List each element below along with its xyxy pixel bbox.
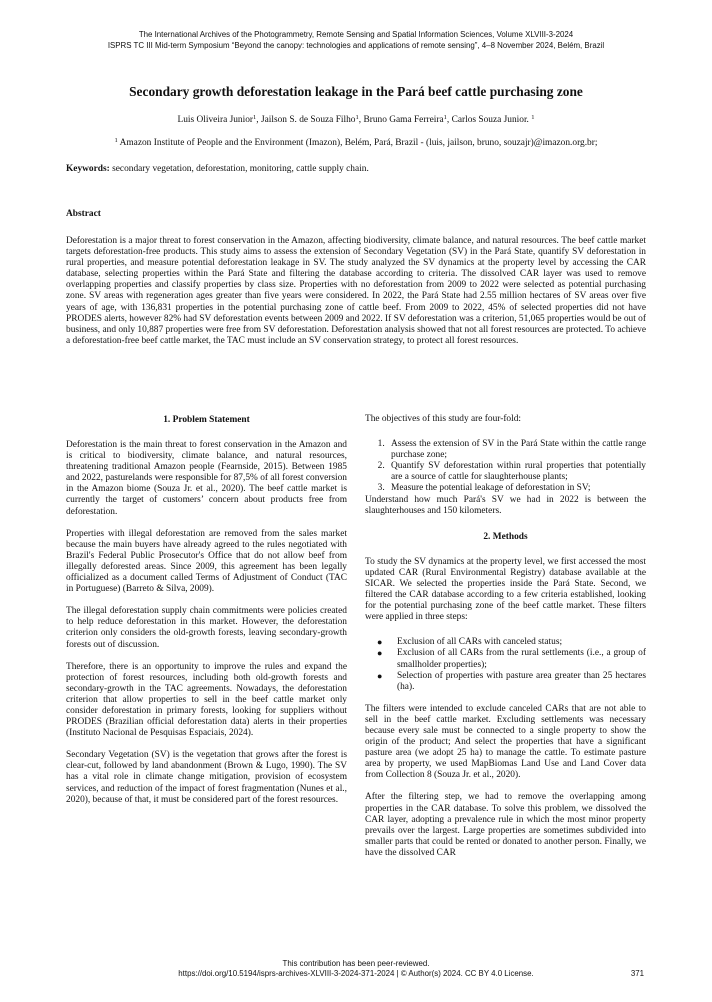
objective-item: 2. Quantify SV deforestation within rural properties that potentially are a source of cattle for slaughterhouse plants; [387,461,646,483]
objective-item: 1. Assess the extension of SV in the Pará State within the cattle range purchase zone; [387,439,646,461]
paragraph: Secondary Vegetation (SV) is the vegetation that grows after the forest is clear-cut, followed by land abandonment (Brown & Lugo, 1990). The SV has a vital role in climate change mitigation, provision of ecosystem services, and reduction of the impact of forest fragmentation (Nunes et al., 2020), because of that, it must be considered part of the forest resources. [66,750,347,805]
objectives-tail: Understand how much Pará's SV we had in 2022 is between the slaughterhouses and 150 kilometers. [365,494,646,516]
paragraph: The illegal deforestation supply chain commitments were policies created to help reduce deforestation in this market. However, the deforestation criterion only considers the old-growth forests, leaving secondary-growth forests out of discussion. [66,606,347,650]
author-separator: , [358,115,364,125]
bullet-icon: ● [377,637,383,648]
paper-title: Secondary growth deforestation leakage in the Pará beef cattle purchasing zone [129,84,583,99]
author-name: Jailson S. de Souza Filho [260,115,356,125]
footer-peer-review: This contribution has been peer-reviewed. [282,959,430,968]
filter-item [377,637,646,648]
paragraph: Deforestation is the main threat to forest conservation in the Amazon and is critical to biodiversity, climate balance, and natural resources, threatening traditional Amazon people (Fearnside, 2015). Between 1985 and 2022, pasturelands were responsible for 87,5% of all forest conversion in the Amazon biome (Souza Jr. et al., 2020). The beef cattle market is currently the target of customers’ concern about products free from deforestation. [66,440,347,517]
paragraph: Properties with illegal deforestation are removed from the sales market because the main buyers have already agreed to the rules negotiated with Brazil's Federal Public Prosecutor's Office that do not allow beef from illegally deforested areas. Since 2009, this agreement has been legally officialized as a document called Terms of Adjustment of Conduct (TAC in Portuguese) (Barreto & Silva, 2009). [66,528,347,595]
author-name: Luis Oliveira Junior [177,115,254,125]
filters-list [365,637,646,692]
paragraph: After the filtering step, we had to remove the overlapping among properties in the CAR database. To solve this problem, we dissolved the CAR layer, adopting a prevalence rule in which the most minor property prevails over the largest. Large properties are sometimes subdivided into smaller parts that could be rented or donated to another person. Finally, we have the dissolved CAR [365,792,646,858]
bullet-icon: ● [377,648,383,659]
keywords [66,163,646,175]
abstract-heading: Abstract [66,209,101,219]
filter-item-text: Exclusion of all CARs with canceled status; [397,637,563,648]
author-separator: , [256,115,261,125]
author-name: Carlos Souza Junior. [451,115,529,125]
bullet-icon: ● [377,670,383,681]
running-header-line1: The International Archives of the Photogrammetry, Remote Sensing and Spatial Information Sciences, Volume XLVIII-3-2024 [138,30,574,39]
affiliation-text: Amazon Institute of People and the Environment (Imazon), Belém, Pará, Brazil - (luis, jailson, bruno, souzajr)@imazon.org.br; [119,138,598,148]
author-affil-mark: 1 [531,114,535,121]
filter-item-text: Exclusion of all CARs from the rural settlements (i.e., a group of smallholder properties); [397,648,646,670]
filter-item [377,670,646,693]
section-heading-methods: 2. Methods [483,531,528,542]
filter-item-text: Selection of properties with pasture area greater than 25 hectares (ha). [397,670,646,692]
keywords-text: secondary vegetation, deforestation, monitoring, cattle supply chain. [112,164,369,174]
left-column [66,414,347,817]
objectives-list [365,439,646,494]
section-heading-problem-statement: 1. Problem Statement [163,415,250,425]
right-column [365,414,646,870]
keywords-label: Keywords: [66,164,110,174]
running-header-line2: ISPRS TC III Mid-term Symposium “Beyond the canopy: technologies and applications of remote sensing”, 4–8 November 2024, Belém, Brazil [107,41,605,50]
objectives-intro: The objectives of this study are four-fold: [365,414,522,424]
author-separator: , [446,115,452,125]
abstract-text: Deforestation is a major threat to forest conservation in the Amazon, affecting biodiversity, climate balance, and natural resources. The beef cattle market targets deforestation-free products. This study aims to assess the extension of Secondary Vegetation (SV) in the Pará State, quantify SV deforestation in rural properties, and measure potential deforestation leakage in SV. The study analyzed the SV dynamics at the property level by accessing the CAR database, selecting properties within the Pará State and filtering the database according to criteria. The dissolved CAR layer was used to remove overlapping properties and classify properties by class size. Properties with no deforestation from 2009 to 2022 were selected as potential purchasing zone. SV areas with regeneration ages greater than five years were considered. In 2022, the Pará State had 2.55 million hectares of SV areas over five years of age, with 136,831 properties in the potential purchasing zone of cattle beef. From 2009 to 2022, 45% of selected properties did not have PRODES alerts, however 82% had SV deforestation events between 2009 and 2022. If SV deforestation was a criterion, 51,065 properties would be out of business, and only 10,887 properties were free from SV deforestation. Deforestation analysis showed that not all forest resources are protected. To achieve a deforestation-free beef cattle market, the TAC must include an SV conservation strategy, to protect all forest resources. [66,236,646,346]
page-number: 371 [630,969,644,978]
affiliation [30,137,682,149]
author-affil-mark: 1 [355,114,359,121]
author-name: Bruno Gama Ferreira [363,115,444,125]
footer-doi-link[interactable]: https://doi.org/10.5194/isprs-archives-XLVIII-3-2024-371-2024 | © Author(s) 2024. CC BY 4.0 License. [178,969,534,978]
paragraph: The filters were intended to exclude canceled CARs that are not able to sell in the beef cattle market. Excluding settlements was necessary because every sale must be connected to a single property to show the origin of the product; And select the properties that have a significant pasture area (we adopt 25 ha) to manage the cattle. To estimate pasture area by property, we used MapBiomas Land Use and Land Cover data from Collection 8 (Souza Jr. et al., 2020). [365,703,646,781]
filter-item [377,648,646,670]
author-list [30,114,682,126]
paragraph: Therefore, there is an opportunity to improve the rules and expand the protection of forest resources, including both old-growth forests and secondary-growth in the TAC agreements. Nowadays, the deforestation criterion that allow properties to sell in the beef cattle market only consider deforestation in primary forests, looking for suppliers without PRODES (Brazilian official deforestation data) alerts in their properties (Instituto Nacional de Pesquisas Espaciais, 2024). [66,661,347,739]
objective-item: 3. Measure the potential leakage of deforestation in SV; [387,483,646,494]
author-affil-mark: 1 [443,114,447,121]
author-affil-mark: 1 [253,114,257,121]
paragraph: To study the SV dynamics at the property level, we first accessed the most updated CAR (Rural Environmental Registry) database available at the SICAR. We selected the properties inside the Pará State. Second, we filtered the CAR database according to a few criteria established, looking for the potential purchasing zone of the beef cattle market. These filters were applied in three steps: [365,556,646,623]
affiliation-mark: 1 [114,137,118,144]
